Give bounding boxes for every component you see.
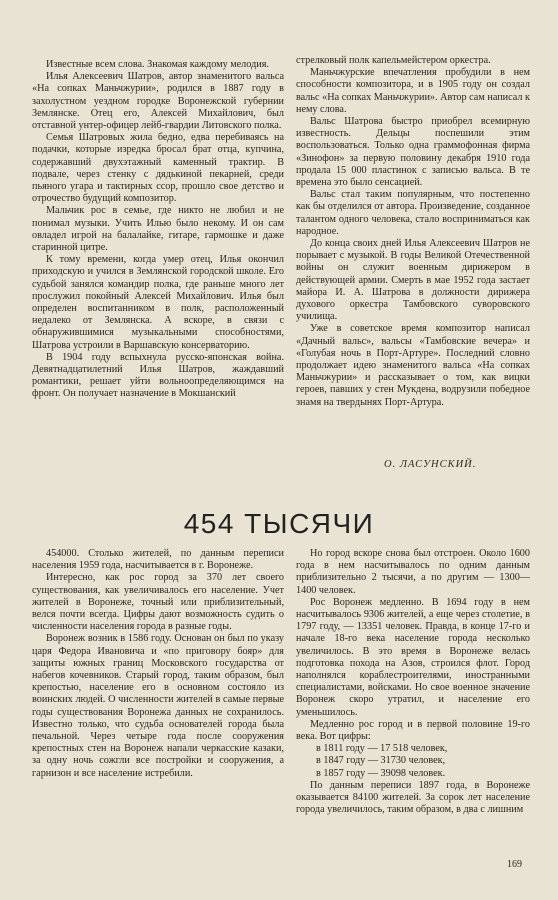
paragraph: Интересно, как рос город за 370 лет своего существования, как увеличивалось его население. Учет жителей в Воронеже, точный или приблизительный, велся почти всегда. Цифры дают возможность судить о численности населения города в разные годы. <box>32 572 284 633</box>
article2-column-right <box>296 548 530 816</box>
paragraph: Мальчик рос в семье, где никто не любил и не понимал музыки. Учить Илью было некому. И он сам овладел игрой на балалайке, гитаре, гармошке и даже старинной цитре. <box>32 205 284 254</box>
author-signature: О. ЛАСУНСКИЙ. <box>384 459 477 470</box>
article-title: 454 ТЫСЯЧИ <box>183 508 375 539</box>
paragraph: Воронеж возник в 1586 году. Основан он был по указу царя Федора Ивановича и «по приговору бояр» для защиты южных границ Московского государства от набегов кочевников. Старый город, таким образом, был крепостью, население его в основном состояло из воинских людей. О численности жителей в самые первые годы существования Воронежа данных не сохранилось. Известно только, что судьба основателей города была печальной. Через четыре года после сооружения крепостных стен на Воронеж напали черкасские казаки, за одну ночь сожгли все постройки и сооружения, а гарнизон и все население истребили. <box>32 633 284 779</box>
paragraph: По данным переписи 1897 года, в Воронеже оказывается 84100 жителей. За сорок лет население города увеличилось, таким образом, в два с лишним <box>296 779 530 816</box>
paragraph: Медленно рос город и в первой половине 19-го века. Вот цифры: <box>296 718 530 743</box>
paragraph: Вальс стал таким популярным, что постепенно как бы отделился от автора. Произведение, созданное талантом одного человека, стало восприниматься как народное. <box>296 189 530 237</box>
article2-column-left <box>32 548 284 780</box>
paragraph: К тому времени, когда умер отец, Илья окончил приходскую и учился в Землянской городской школе. Его судьбой занялся командир полка, где раньше много лет прослужил покойный Алексей Михайлович. Илья был определен воспитанником в полк, расположенный недалеко от Землянска. А вскоре, в связи с обнаружившимися музыкальными способностями, Шатрова устроили в Варшавскую консерваторию. <box>32 254 284 351</box>
stats-line: в 1847 году — 31730 человек, <box>316 755 446 767</box>
paragraph: Семья Шатровых жила бедно, едва перебиваясь на подачки, которые изредка бросал брат отца, купчина, содержавший двухэтажный каменный трактир. В подвале, через стенку с дядькиной пекарней, среди пьяного угара и тактирных ссор, прошло свое детство и отрочество будущий композитор. <box>32 132 284 205</box>
paragraph: 454000. Столько жителей, по данным переписи населения 1959 года, насчитывается в г. Воронеже. <box>32 548 284 572</box>
paragraph: До конца своих дней Илья Алексеевич Шатров не порывает с музыкой. В годы Великой Отечественной войны он служит военным дирижером в действующей армии. Смерть в мае 1952 года застает майора И. А. Шатрова в должности дирижера духового оркестра Тамбовского суворовского училища. <box>296 238 530 323</box>
paragraph: стрелковый полк капельмейстером оркестра. <box>296 55 491 66</box>
paragraph: Илья Алексеевич Шатров, автор знаменитого вальса «На сопках Маньчжурии», родился в 1887 году в захолустном уездном городке Воронежской губернии Землянске. Отец его, Алексей Михайлович, был отставной унтер-офицер лейб-гвардии Литовского полка. <box>32 71 284 132</box>
paragraph: Маньчжурские впечатления пробудили в нем способности композитора, и в 1905 году он создал вальс «На сопках Маньчжурии». Автор сам написал к нему слова. <box>296 67 530 115</box>
paragraph: Но город вскоре снова был отстроен. Около 1600 года в нем насчитывалось по одним данным приблизительно 2 тысячи, а по другим — 1300—1400 человек. <box>296 548 530 596</box>
article1-column-left <box>32 59 284 401</box>
paragraph: Рос Воронеж медленно. В 1694 году в нем насчитывалось 9306 жителей, а еще через столетие, в 1797 году, — 13351 человек. Правда, в конце 17-го и начале 18-го века население города несколько увеличилось. В это время в Воронеже велась подготовка похода на Азов, строился флот. Город наполнялся кораблестроителями, иностранными специалистами, войсками. Но свое военное значение Воронеж скоро утратил, и население его уменьшилось. <box>296 596 530 718</box>
paragraph: В 1904 году вспыхнула русско-японская война. Девятнадцатилетний Илья Шатров, жаждавший романтики, решает уйти вольноопределяющимся на фронт. Он получает назначение в Мокшанский <box>32 351 284 400</box>
page-number: 169 <box>507 859 522 870</box>
stats-line: в 1857 году — 39098 человек. <box>316 767 446 779</box>
article1-column-right <box>296 55 530 409</box>
stats-line: в 1811 году — 17 518 человек, <box>316 743 448 755</box>
paragraph: Уже в советское время композитор написал «Дачный вальс», вальсы «Тамбовские вечера» и «Голубая ночь в Порт-Артуре». Последний словно продолжает идею знаменитого вальса «На сопках Маньчжурии» и рассказывает о том, как вицки героев, павших у стен Мукдена, водрузили победное знамя на твердынях Порт-Артура. <box>296 323 530 408</box>
paragraph: Известные всем слова. Знакомая каждому мелодия. <box>46 59 269 70</box>
paragraph: Вальс Шатрова быстро приобрел всемирную известность. Дельцы поспешили этим воспользоваться. Только одна граммофонная фирма «Зинофон» за первую половину декабря 1910 года продала 15 000 пластинок с записью вальса. В те времена это было сенсацией. <box>296 116 530 189</box>
